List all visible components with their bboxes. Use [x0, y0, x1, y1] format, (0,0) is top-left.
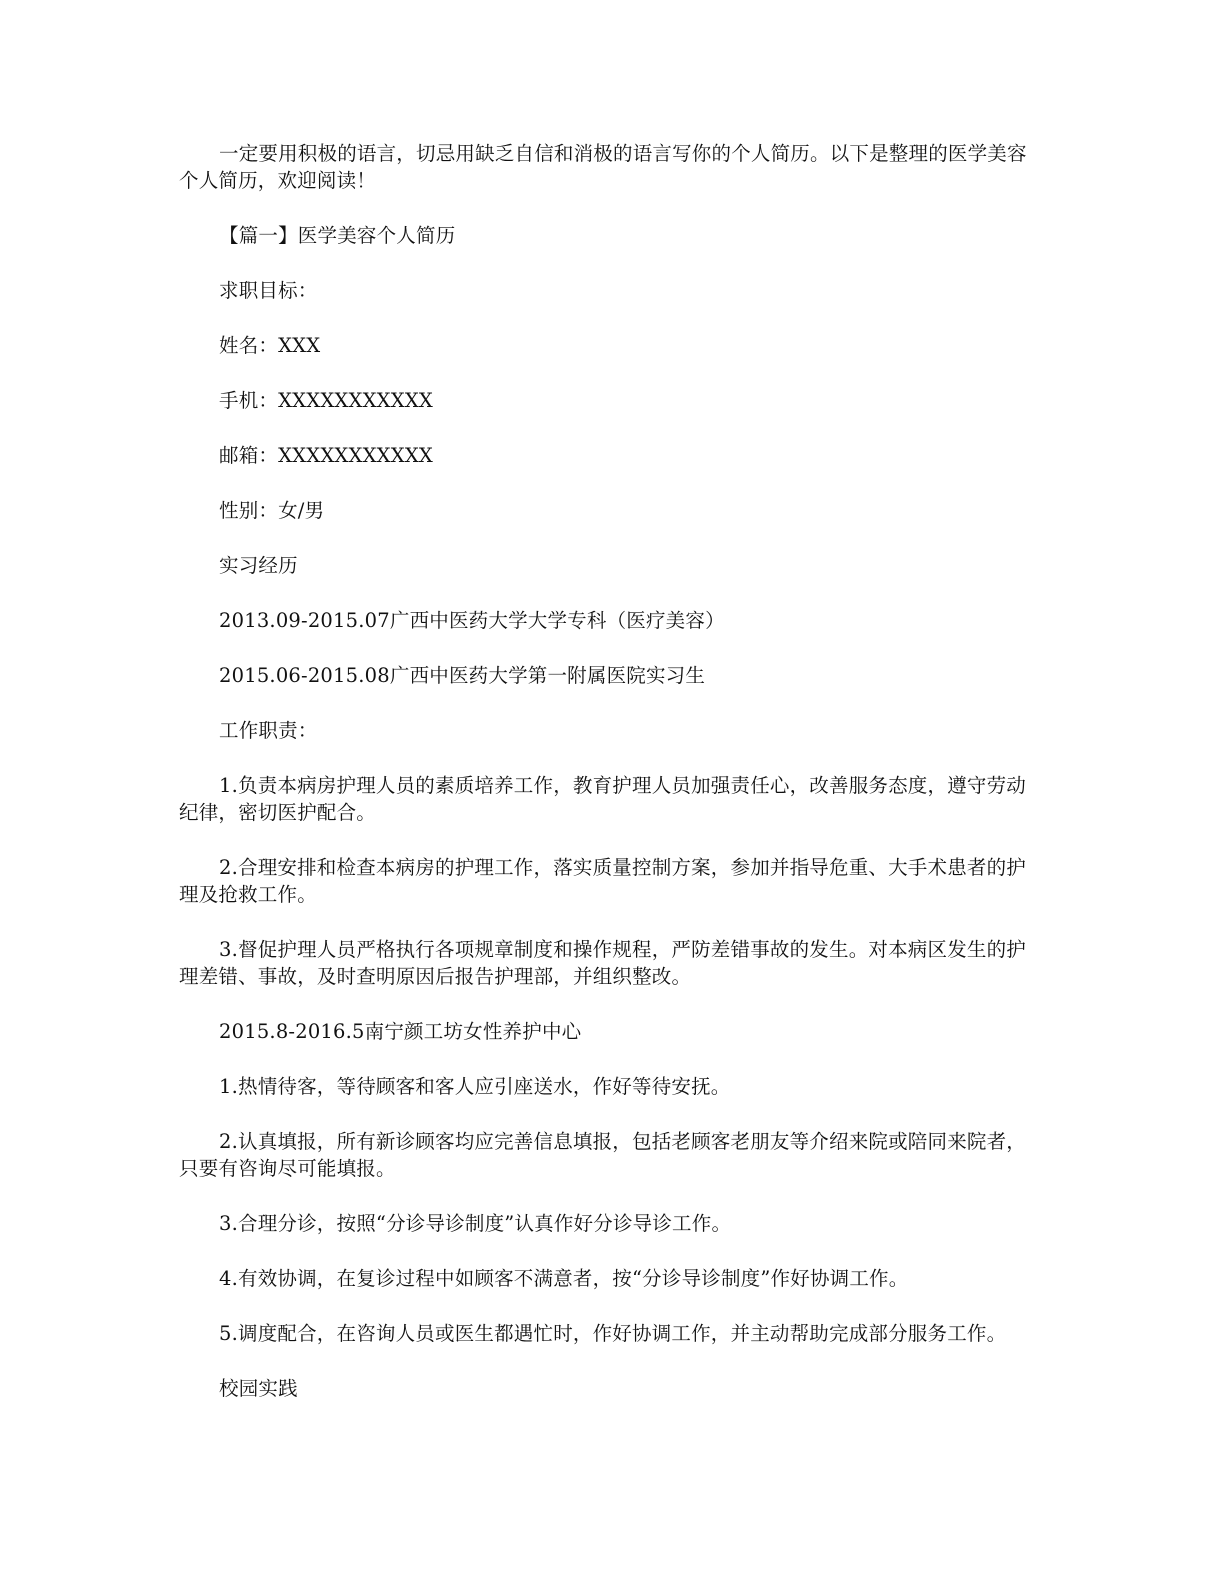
work-duty-item: 4.有效协调，在复诊过程中如顾客不满意者，按“分诊导诊制度”作好协调工作。 [219, 1267, 909, 1290]
work-duty-item: 3.合理分诊，按照“分诊导诊制度”认真作好分诊导诊工作。 [219, 1212, 732, 1235]
duty-item: 3.督促护理人员严格执行各项规章制度和操作规程，严防差错事故的发生。对本病区发生的护理差错、事故，及时查明原因后报告护理部，并组织整改。 [179, 938, 1027, 988]
email-field: 邮箱：XXXXXXXXXXX [219, 444, 434, 467]
section-title: 【篇一】医学美容个人简历 [219, 224, 456, 247]
duty-item: 1.负责本病房护理人员的素质培养工作，教育护理人员加强责任心，改善服务态度，遵守劳动纪律，密切医护配合。 [179, 774, 1027, 824]
phone-field: 手机：XXXXXXXXXXX [219, 389, 434, 412]
education-entry: 2013.09-2015.07广西中医药大学大学专科（医疗美容） [219, 609, 725, 632]
internship-entry: 2015.06-2015.08广西中医药大学第一附属医院实习生 [219, 664, 706, 687]
work-entry: 2015.8-2016.5南宁颜工坊女性养护中心 [219, 1020, 582, 1043]
intro-paragraph: 一定要用积极的语言，切忌用缺乏自信和消极的语言写你的个人简历。以下是整理的医学美容个人简历，欢迎阅读！ [179, 142, 1027, 192]
job-objective-label: 求职目标： [219, 279, 318, 302]
duty-item: 2.合理安排和检查本病房的护理工作，落实质量控制方案，参加并指导危重、大手术患者的护理及抢救工作。 [179, 856, 1027, 906]
internship-heading: 实习经历 [219, 554, 298, 577]
campus-practice-heading: 校园实践 [219, 1377, 298, 1400]
work-duty-item: 5.调度配合，在咨询人员或医生都遇忙时，作好协调工作，并主动帮助完成部分服务工作。 [219, 1322, 1007, 1345]
gender-field: 性别：女/男 [219, 499, 325, 522]
duties-heading: 工作职责： [219, 719, 318, 742]
name-field: 姓名：XXX [219, 334, 321, 357]
document-page [179, 140, 1037, 1430]
work-duty-item: 1.热情待客，等待顾客和客人应引座送水，作好等待安抚。 [219, 1075, 731, 1098]
work-duty-item: 2.认真填报，所有新诊顾客均应完善信息填报，包括老顾客老朋友等介绍来院或陪同来院者，只要有咨询尽可能填报。 [179, 1130, 1027, 1180]
